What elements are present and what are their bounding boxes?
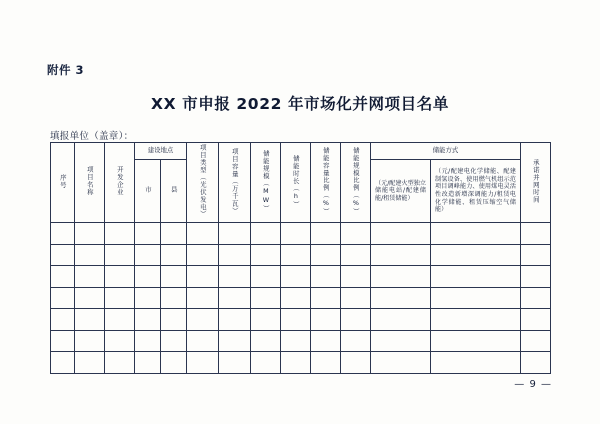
cell-storage-capacity-ratio[interactable] bbox=[311, 287, 341, 309]
cell-storage-mode-a[interactable] bbox=[371, 352, 431, 374]
cell-project-type[interactable] bbox=[187, 352, 219, 374]
cell-grid-time[interactable] bbox=[521, 330, 551, 352]
table-row[interactable] bbox=[51, 266, 551, 288]
cell-storage-mode-b[interactable] bbox=[431, 352, 521, 374]
table-row[interactable] bbox=[51, 223, 551, 245]
cell-developer[interactable] bbox=[105, 287, 135, 309]
header-developer: 开发企业 bbox=[105, 143, 135, 223]
cell-project-name[interactable] bbox=[75, 223, 105, 245]
cell-capacity[interactable] bbox=[219, 287, 251, 309]
cell-seq[interactable] bbox=[51, 223, 75, 245]
cell-grid-time[interactable] bbox=[521, 266, 551, 288]
cell-developer[interactable] bbox=[105, 244, 135, 266]
header-project-name: 项目名称 bbox=[75, 143, 105, 223]
header-location-group: 建设地点 bbox=[135, 143, 187, 160]
filler-unit-label: 填报单位（盖章）： bbox=[50, 131, 134, 142]
table-row[interactable] bbox=[51, 330, 551, 352]
header-location-city: 市 bbox=[135, 160, 161, 223]
cell-city[interactable] bbox=[135, 266, 161, 288]
cell-capacity[interactable] bbox=[219, 266, 251, 288]
header-storage-scale: 储能规模（MW） bbox=[251, 143, 281, 223]
cell-developer[interactable] bbox=[105, 330, 135, 352]
cell-storage-duration[interactable] bbox=[281, 223, 311, 245]
cell-project-type[interactable] bbox=[187, 244, 219, 266]
cell-storage-capacity-ratio[interactable] bbox=[311, 266, 341, 288]
cell-developer[interactable] bbox=[105, 309, 135, 331]
cell-storage-duration[interactable] bbox=[281, 330, 311, 352]
cell-seq[interactable] bbox=[51, 309, 75, 331]
header-storage-capacity-ratio: 储能容量比例（%） bbox=[311, 143, 341, 223]
cell-project-type[interactable] bbox=[187, 330, 219, 352]
project-list-table-wrapper bbox=[50, 142, 550, 374]
cell-storage-duration[interactable] bbox=[281, 287, 311, 309]
header-grid-time: 承诺并网时间 bbox=[521, 143, 551, 223]
cell-storage-scale[interactable] bbox=[251, 309, 281, 331]
cell-project-type[interactable] bbox=[187, 223, 219, 245]
cell-city[interactable] bbox=[135, 309, 161, 331]
cell-project-name[interactable] bbox=[75, 309, 105, 331]
cell-seq[interactable] bbox=[51, 244, 75, 266]
cell-county[interactable] bbox=[161, 309, 187, 331]
header-capacity: 项目容量（万千瓦） bbox=[219, 143, 251, 223]
cell-county[interactable] bbox=[161, 330, 187, 352]
cell-city[interactable] bbox=[135, 287, 161, 309]
cell-seq[interactable] bbox=[51, 266, 75, 288]
attachment-label: 附件 3 bbox=[47, 63, 85, 77]
cell-storage-mode-a[interactable] bbox=[371, 266, 431, 288]
cell-developer[interactable] bbox=[105, 352, 135, 374]
cell-city[interactable] bbox=[135, 330, 161, 352]
table-row[interactable] bbox=[51, 352, 551, 374]
cell-grid-time[interactable] bbox=[521, 309, 551, 331]
table-row[interactable] bbox=[51, 244, 551, 266]
cell-storage-mode-b[interactable] bbox=[431, 244, 521, 266]
cell-grid-time[interactable] bbox=[521, 223, 551, 245]
cell-county[interactable] bbox=[161, 244, 187, 266]
header-storage-duration: 储能时长（h） bbox=[281, 143, 311, 223]
header-storage-mode-b: （元/配建电化学储能、配建制氢设备、使用燃气机组示范项目调峰能力、使用煤电灵活性改造新增深调能力/租赁电化学储能、租赁压缩空气储能） bbox=[431, 160, 521, 223]
cell-seq[interactable] bbox=[51, 330, 75, 352]
cell-storage-mode-a[interactable] bbox=[371, 309, 431, 331]
cell-city[interactable] bbox=[135, 352, 161, 374]
cell-storage-scale-ratio[interactable] bbox=[341, 223, 371, 245]
header-storage-mode-a: （元/配建火型独立储能电站/配建储能/租赁储能） bbox=[371, 160, 431, 223]
cell-grid-time[interactable] bbox=[521, 287, 551, 309]
cell-capacity[interactable] bbox=[219, 352, 251, 374]
cell-storage-duration[interactable] bbox=[281, 309, 311, 331]
cell-storage-capacity-ratio[interactable] bbox=[311, 223, 341, 245]
cell-storage-scale-ratio[interactable] bbox=[341, 352, 371, 374]
cell-storage-mode-b[interactable] bbox=[431, 223, 521, 245]
cell-storage-scale-ratio[interactable] bbox=[341, 309, 371, 331]
cell-grid-time[interactable] bbox=[521, 244, 551, 266]
cell-storage-mode-b[interactable] bbox=[431, 309, 521, 331]
page-title: XX 市申报 2022 年市场化并网项目名单 bbox=[151, 95, 449, 113]
cell-storage-scale[interactable] bbox=[251, 287, 281, 309]
cell-storage-mode-b[interactable] bbox=[431, 287, 521, 309]
cell-city[interactable] bbox=[135, 244, 161, 266]
cell-developer[interactable] bbox=[105, 223, 135, 245]
cell-capacity[interactable] bbox=[219, 309, 251, 331]
cell-storage-duration[interactable] bbox=[281, 244, 311, 266]
cell-county[interactable] bbox=[161, 352, 187, 374]
cell-county[interactable] bbox=[161, 287, 187, 309]
cell-storage-scale-ratio[interactable] bbox=[341, 330, 371, 352]
cell-storage-mode-a[interactable] bbox=[371, 330, 431, 352]
cell-storage-duration[interactable] bbox=[281, 266, 311, 288]
cell-storage-scale[interactable] bbox=[251, 352, 281, 374]
cell-project-type[interactable] bbox=[187, 266, 219, 288]
table-row[interactable] bbox=[51, 287, 551, 309]
cell-capacity[interactable] bbox=[219, 244, 251, 266]
project-list-table bbox=[50, 142, 551, 374]
cell-storage-scale-ratio[interactable] bbox=[341, 287, 371, 309]
cell-storage-scale-ratio[interactable] bbox=[341, 244, 371, 266]
header-storage-mode-group: 储能方式 bbox=[371, 143, 521, 160]
cell-project-name[interactable] bbox=[75, 330, 105, 352]
cell-developer[interactable] bbox=[105, 266, 135, 288]
cell-storage-scale[interactable] bbox=[251, 244, 281, 266]
cell-storage-mode-b[interactable] bbox=[431, 266, 521, 288]
cell-storage-duration[interactable] bbox=[281, 352, 311, 374]
cell-storage-scale-ratio[interactable] bbox=[341, 266, 371, 288]
cell-project-type[interactable] bbox=[187, 309, 219, 331]
page-number: — 9 — bbox=[514, 379, 552, 390]
cell-capacity[interactable] bbox=[219, 330, 251, 352]
cell-storage-mode-a[interactable] bbox=[371, 244, 431, 266]
cell-storage-capacity-ratio[interactable] bbox=[311, 330, 341, 352]
table-body bbox=[51, 223, 551, 374]
cell-storage-capacity-ratio[interactable] bbox=[311, 352, 341, 374]
cell-county[interactable] bbox=[161, 223, 187, 245]
cell-storage-mode-a[interactable] bbox=[371, 287, 431, 309]
cell-storage-capacity-ratio[interactable] bbox=[311, 244, 341, 266]
cell-storage-scale[interactable] bbox=[251, 330, 281, 352]
cell-project-name[interactable] bbox=[75, 352, 105, 374]
table-row[interactable] bbox=[51, 309, 551, 331]
header-location-county: 县 bbox=[161, 160, 187, 223]
cell-storage-capacity-ratio[interactable] bbox=[311, 309, 341, 331]
cell-city[interactable] bbox=[135, 223, 161, 245]
cell-project-name[interactable] bbox=[75, 266, 105, 288]
cell-project-name[interactable] bbox=[75, 244, 105, 266]
cell-storage-scale[interactable] bbox=[251, 266, 281, 288]
header-seq: 序号 bbox=[51, 143, 75, 223]
header-storage-scale-ratio: 储能规模比例（%） bbox=[341, 143, 371, 223]
cell-seq[interactable] bbox=[51, 287, 75, 309]
cell-project-type[interactable] bbox=[187, 287, 219, 309]
cell-capacity[interactable] bbox=[219, 223, 251, 245]
cell-storage-mode-b[interactable] bbox=[431, 330, 521, 352]
cell-project-name[interactable] bbox=[75, 287, 105, 309]
header-project-type: 项目类型（光伏发电） bbox=[187, 143, 219, 223]
cell-storage-mode-a[interactable] bbox=[371, 223, 431, 245]
cell-storage-scale[interactable] bbox=[251, 223, 281, 245]
cell-grid-time[interactable] bbox=[521, 352, 551, 374]
cell-county[interactable] bbox=[161, 266, 187, 288]
cell-seq[interactable] bbox=[51, 352, 75, 374]
